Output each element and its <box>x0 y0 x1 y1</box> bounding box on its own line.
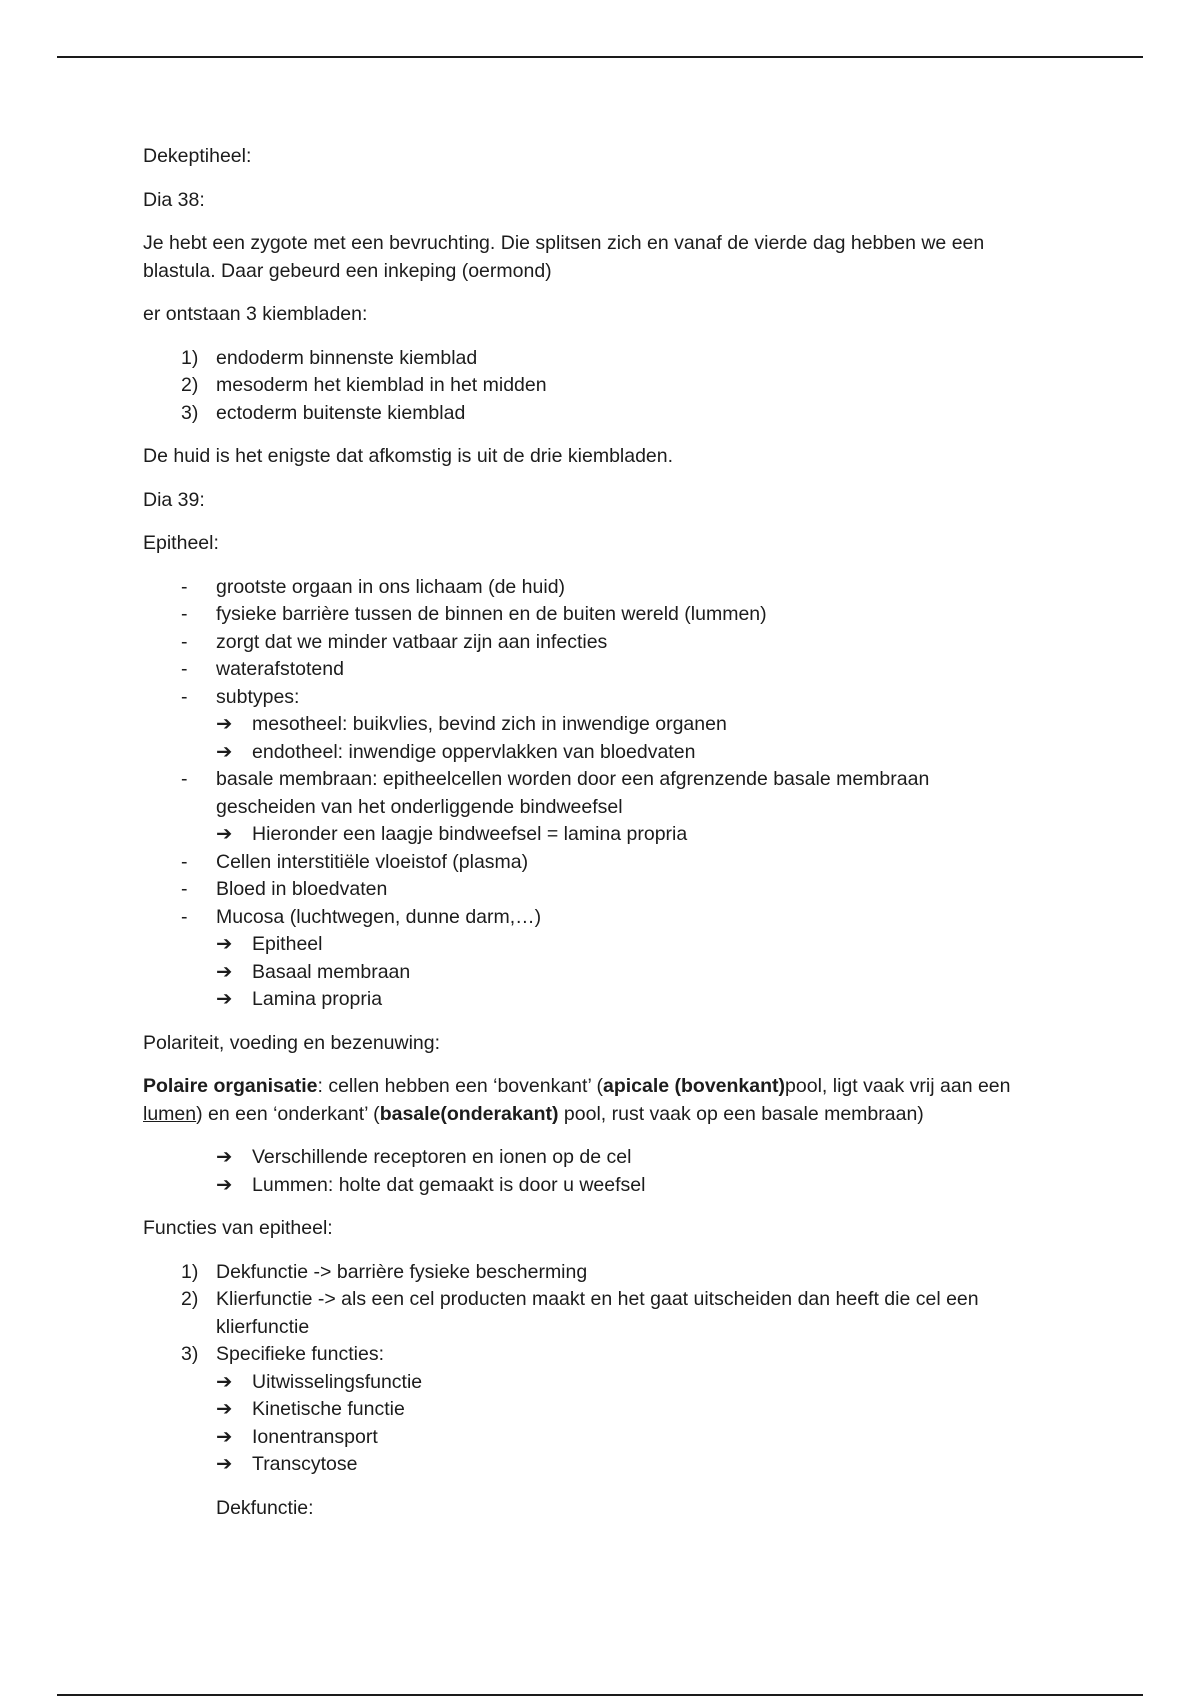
list-text: fysieke barrière tussen de binnen en de buiten wereld (lummen) <box>216 603 767 625</box>
list-text: Basaal membraan <box>252 960 411 983</box>
list-number: 2) <box>181 1288 199 1310</box>
paragraph-line: blastula. Daar gebeurd een inkeping (oermond) <box>143 259 552 282</box>
list-text: Bloed in bloedvaten <box>216 878 388 900</box>
dia39-label: Dia 39: <box>143 488 205 511</box>
sub-list-item <box>143 1396 1043 1424</box>
dash-bullet: - <box>181 685 188 708</box>
list-item <box>143 1286 1043 1341</box>
sub-list-item <box>143 1424 1043 1452</box>
kiembladen-list <box>143 345 1043 428</box>
list-item <box>143 656 1043 684</box>
huid-sentence: De huid is het enigste dat afkomstig is uit de drie kiembladen. <box>143 445 674 467</box>
sub-list-item <box>143 821 1043 849</box>
dash-bullet: - <box>181 630 188 653</box>
list-number: 3) <box>181 401 199 424</box>
sub-list-item <box>143 931 1043 959</box>
dia38-paragraph <box>143 230 1043 285</box>
list-text: ectoderm buitenste kiemblad <box>216 401 466 424</box>
list-text: Ionentransport <box>252 1425 378 1448</box>
paragraph-line: Je hebt een zygote met een bevruchting. Die splitsen zich en vanaf de vierde dag hebben we een <box>143 232 985 254</box>
dash-bullet: - <box>181 878 188 900</box>
dekfunctie-heading: Dekfunctie: <box>216 1496 314 1519</box>
underlined-term: lumen <box>143 1102 197 1125</box>
list-item <box>143 1259 1043 1287</box>
sub-list-item <box>143 711 1043 739</box>
list-number: 2) <box>181 374 199 396</box>
list-number: 1) <box>181 1260 199 1283</box>
list-item <box>143 766 1043 821</box>
arrow-right-icon: ➔ <box>216 1453 233 1475</box>
sub-list-item <box>143 986 1043 1014</box>
list-text: Klierfunctie -> als een cel producten maakt en het gaat uitscheiden dan heeft die cel een <box>216 1288 979 1310</box>
list-item <box>143 601 1043 629</box>
list-text: Mucosa (luchtwegen, dunne darm,…) <box>216 905 542 928</box>
paragraph-text: pool, ligt vaak vrij aan een <box>785 1075 1011 1097</box>
dash-bullet: - <box>181 575 188 598</box>
list-text: klierfunctie <box>216 1315 310 1338</box>
bold-term: Polaire organisatie <box>143 1075 318 1097</box>
list-text: Lamina propria <box>252 988 383 1010</box>
functies-list <box>143 1259 1043 1479</box>
arrow-right-icon: ➔ <box>216 988 233 1010</box>
dash-bullet: - <box>181 603 188 625</box>
paragraph-text: ) en een ‘onderkant’ ( <box>196 1102 380 1125</box>
header-rule <box>57 56 1143 58</box>
epitheel-list <box>143 574 1043 1014</box>
functies-heading: Functies van epitheel: <box>143 1217 333 1239</box>
footer-rule <box>57 1694 1143 1696</box>
arrow-right-icon: ➔ <box>216 713 233 735</box>
list-text: Dekfunctie -> barrière fysieke bescherming <box>216 1260 588 1283</box>
polariteit-heading: Polariteit, voeding en bezenuwing: <box>143 1031 441 1054</box>
list-item <box>143 849 1043 877</box>
dia38-label: Dia 38: <box>143 188 205 211</box>
arrow-right-icon: ➔ <box>216 823 233 845</box>
list-text: Verschillende receptoren en ionen op de cel <box>252 1146 632 1168</box>
list-text: mesotheel: buikvlies, bevind zich in inwendige organen <box>252 713 727 735</box>
list-item <box>143 1341 1043 1369</box>
arrow-right-icon: ➔ <box>216 1146 233 1168</box>
arrow-right-icon: ➔ <box>216 740 233 763</box>
list-item <box>143 345 1043 373</box>
list-text: mesoderm het kiemblad in het midden <box>216 374 547 396</box>
arrow-right-icon: ➔ <box>216 1425 233 1448</box>
arrow-right-icon: ➔ <box>216 933 233 955</box>
sub-list-item <box>143 959 1043 987</box>
list-text: basale membraan: epitheelcellen worden door een afgrenzende basale membraan <box>216 768 930 790</box>
arrow-right-icon: ➔ <box>216 1370 233 1393</box>
dash-bullet: - <box>181 905 188 928</box>
list-item <box>143 372 1043 400</box>
list-item <box>143 684 1043 712</box>
epitheel-heading: Epitheel: <box>143 532 219 554</box>
list-text: Specifieke functies: <box>216 1343 385 1365</box>
arrow-right-icon: ➔ <box>216 1398 233 1420</box>
arrow-right-icon: ➔ <box>216 1173 233 1196</box>
polaire-organisatie-paragraph <box>143 1073 1043 1128</box>
sub-list-item <box>143 1369 1043 1397</box>
list-text: Transcytose <box>252 1453 358 1475</box>
kiembladen-intro: er ontstaan 3 kiembladen: <box>143 303 368 325</box>
list-text: endoderm binnenste kiemblad <box>216 346 478 369</box>
list-text: subtypes: <box>216 685 300 708</box>
list-text: gescheiden van het onderliggende bindweefsel <box>216 795 623 818</box>
dash-bullet: - <box>181 658 188 680</box>
list-item <box>143 574 1043 602</box>
document-body <box>143 143 1043 1522</box>
list-text: zorgt dat we minder vatbaar zijn aan infecties <box>216 630 608 653</box>
bold-term: basale(onderakant) <box>379 1102 559 1125</box>
list-text: Cellen interstitiële vloeistof (plasma) <box>216 850 529 873</box>
page-heading: Dekeptiheel: <box>143 145 252 167</box>
list-text: grootste orgaan in ons lichaam (de huid) <box>216 575 566 598</box>
list-number: 1) <box>181 346 199 369</box>
sub-list-item <box>143 739 1043 767</box>
bold-term: apicale (bovenkant) <box>602 1075 786 1097</box>
list-number: 3) <box>181 1343 199 1365</box>
list-text: Uitwisselingsfunctie <box>252 1370 423 1393</box>
list-item <box>143 876 1043 904</box>
list-item <box>143 904 1043 932</box>
list-item <box>143 400 1043 428</box>
list-text: Kinetische functie <box>252 1398 405 1420</box>
list-text: waterafstotend <box>216 658 344 680</box>
sub-list-item <box>143 1144 1043 1172</box>
sub-list-item <box>143 1451 1043 1479</box>
sub-list-item <box>143 1172 1043 1200</box>
dash-bullet: - <box>181 768 188 790</box>
list-item <box>143 629 1043 657</box>
list-text: Lummen: holte dat gemaakt is door u weefsel <box>252 1173 646 1196</box>
paragraph-text: : cellen hebben een ‘bovenkant’ ( <box>317 1075 603 1097</box>
polariteit-sublist <box>143 1144 1043 1199</box>
list-text: Hieronder een laagje bindweefsel = lamina propria <box>252 823 688 845</box>
paragraph-text: pool, rust vaak op een basale membraan) <box>558 1102 924 1125</box>
arrow-right-icon: ➔ <box>216 960 233 983</box>
dash-bullet: - <box>181 850 188 873</box>
list-text: endotheel: inwendige oppervlakken van bloedvaten <box>252 740 696 763</box>
list-text: Epitheel <box>252 933 323 955</box>
